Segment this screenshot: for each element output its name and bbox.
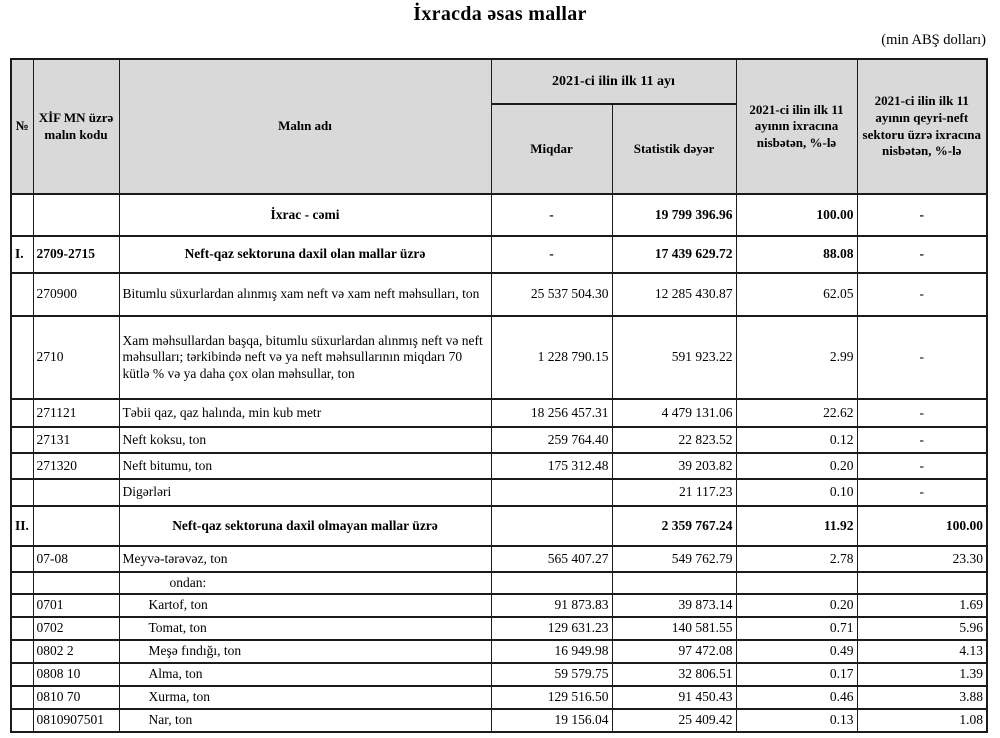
- cell-code: 271121: [33, 399, 119, 427]
- table-row: [11, 236, 987, 273]
- cell-qty: 59 579.75: [491, 663, 612, 686]
- cell-pct2: -: [857, 273, 987, 316]
- header-qty: Miqdar: [491, 104, 612, 194]
- cell-name: Bitumlu süxurlardan alınmış xam neft və xam neft məhsulları, ton: [119, 273, 491, 316]
- cell-code: 0810907501: [33, 709, 119, 732]
- cell-pct2: -: [857, 236, 987, 273]
- cell-pct1: 0.20: [736, 594, 857, 617]
- cell-qty: [491, 479, 612, 506]
- cell-code: [33, 194, 119, 236]
- cell-pct1: 0.10: [736, 479, 857, 506]
- cell-code: [33, 479, 119, 506]
- cell-pct2: 1.39: [857, 663, 987, 686]
- cell-value: 91 450.43: [612, 686, 736, 709]
- cell-no: [11, 316, 33, 399]
- cell-pct1: [736, 572, 857, 594]
- cell-pct2: -: [857, 194, 987, 236]
- cell-pct1: 0.20: [736, 453, 857, 479]
- cell-qty: [491, 506, 612, 546]
- cell-qty: 259 764.40: [491, 427, 612, 453]
- cell-code: 27131: [33, 427, 119, 453]
- cell-qty: 19 156.04: [491, 709, 612, 732]
- header-pct-nonoil: 2021-ci ilin ilk 11 ayının qeyri-neft sektoru üzrə ixracına nisbətən, %-lə: [857, 59, 987, 194]
- cell-pct1: 0.71: [736, 617, 857, 640]
- cell-qty: 565 407.27: [491, 546, 612, 572]
- header-name: Malın adı: [119, 59, 491, 194]
- cell-pct2: -: [857, 479, 987, 506]
- unit-note: (min ABŞ dolları): [881, 32, 986, 48]
- cell-value: 12 285 430.87: [612, 273, 736, 316]
- cell-code: 2710: [33, 316, 119, 399]
- cell-no: [11, 709, 33, 732]
- cell-value: [612, 572, 736, 594]
- cell-code: 0702: [33, 617, 119, 640]
- cell-pct2: -: [857, 453, 987, 479]
- cell-value: 32 806.51: [612, 663, 736, 686]
- table-row: [11, 617, 987, 640]
- cell-value: 591 923.22: [612, 316, 736, 399]
- cell-no: [11, 479, 33, 506]
- cell-pct2: 100.00: [857, 506, 987, 546]
- cell-code: 270900: [33, 273, 119, 316]
- cell-code: 0701: [33, 594, 119, 617]
- table-row: [11, 273, 987, 316]
- table-row: [11, 479, 987, 506]
- cell-no: [11, 640, 33, 663]
- table-row: [11, 427, 987, 453]
- cell-qty: 175 312.48: [491, 453, 612, 479]
- cell-value: 39 873.14: [612, 594, 736, 617]
- cell-no: [11, 663, 33, 686]
- table-row: [11, 572, 987, 594]
- header-pct-total: 2021-ci ilin ilk 11 ayının ixracına nisbətən, %-lə: [736, 59, 857, 194]
- cell-pct2: 1.69: [857, 594, 987, 617]
- cell-pct1: 100.00: [736, 194, 857, 236]
- cell-value: 39 203.82: [612, 453, 736, 479]
- cell-code: 0810 70: [33, 686, 119, 709]
- cell-name: Xam məhsullardan başqa, bitumlu süxurlardan alınmış neft və neft məhsulları; tərkibində neft və ya neft məhsullarının miqdarı 70 kütlə % və ya daha çox olan məhsullar, ton: [119, 316, 491, 399]
- cell-name: Neft-qaz sektoruna daxil olan mallar üzrə: [119, 236, 491, 273]
- cell-name: Digərləri: [119, 479, 491, 506]
- cell-pct2: -: [857, 427, 987, 453]
- cell-name: Təbii qaz, qaz halında, min kub metr: [119, 399, 491, 427]
- cell-qty: 16 949.98: [491, 640, 612, 663]
- cell-value: 549 762.79: [612, 546, 736, 572]
- header-period-group: 2021-ci ilin ilk 11 ayı: [491, 59, 736, 104]
- cell-code: [33, 506, 119, 546]
- cell-pct2: 3.88: [857, 686, 987, 709]
- cell-code: [33, 572, 119, 594]
- table-row: [11, 640, 987, 663]
- cell-pct2: -: [857, 399, 987, 427]
- cell-pct2: [857, 572, 987, 594]
- cell-no: [11, 427, 33, 453]
- cell-pct1: 2.99: [736, 316, 857, 399]
- cell-name: Xurma, ton: [119, 686, 491, 709]
- table-row: [11, 399, 987, 427]
- cell-pct1: 62.05: [736, 273, 857, 316]
- cell-no: [11, 546, 33, 572]
- cell-qty: 129 631.23: [491, 617, 612, 640]
- cell-no: [11, 273, 33, 316]
- cell-qty: 25 537 504.30: [491, 273, 612, 316]
- table-row: [11, 316, 987, 399]
- cell-pct2: -: [857, 316, 987, 399]
- table-row: [11, 709, 987, 732]
- cell-qty: 18 256 457.31: [491, 399, 612, 427]
- cell-name: Neft bitumu, ton: [119, 453, 491, 479]
- table-row: [11, 506, 987, 546]
- cell-value: 25 409.42: [612, 709, 736, 732]
- table-row: [11, 194, 987, 236]
- cell-value: 19 799 396.96: [612, 194, 736, 236]
- cell-value: 97 472.08: [612, 640, 736, 663]
- header-row-top: [11, 59, 987, 104]
- cell-qty: -: [491, 194, 612, 236]
- table-body: [11, 194, 987, 732]
- cell-name: Kartof, ton: [119, 594, 491, 617]
- cell-code: 0808 10: [33, 663, 119, 686]
- cell-pct1: 0.17: [736, 663, 857, 686]
- cell-no: [11, 617, 33, 640]
- table-row: [11, 546, 987, 572]
- cell-qty: 129 516.50: [491, 686, 612, 709]
- cell-name: Meşə fındığı, ton: [119, 640, 491, 663]
- cell-pct2: 23.30: [857, 546, 987, 572]
- cell-name: Alma, ton: [119, 663, 491, 686]
- cell-name: Neft koksu, ton: [119, 427, 491, 453]
- cell-no: [11, 594, 33, 617]
- cell-no: I.: [11, 236, 33, 273]
- cell-code: 2709-2715: [33, 236, 119, 273]
- cell-name: Tomat, ton: [119, 617, 491, 640]
- cell-code: 07-08: [33, 546, 119, 572]
- cell-qty: -: [491, 236, 612, 273]
- cell-name: ondan:: [119, 572, 491, 594]
- table-row: [11, 663, 987, 686]
- cell-value: 22 823.52: [612, 427, 736, 453]
- export-goods-table: [10, 58, 988, 733]
- cell-pct1: 0.12: [736, 427, 857, 453]
- table-header: [11, 59, 987, 194]
- cell-no: [11, 572, 33, 594]
- cell-pct1: 2.78: [736, 546, 857, 572]
- cell-name: Neft-qaz sektoruna daxil olmayan mallar üzrə: [119, 506, 491, 546]
- cell-value: 2 359 767.24: [612, 506, 736, 546]
- table-row: [11, 686, 987, 709]
- cell-no: [11, 453, 33, 479]
- cell-value: 21 117.23: [612, 479, 736, 506]
- cell-name: Nar, ton: [119, 709, 491, 732]
- cell-no: [11, 194, 33, 236]
- cell-pct1: 0.46: [736, 686, 857, 709]
- header-value: Statistik dəyər: [612, 104, 736, 194]
- cell-qty: 91 873.83: [491, 594, 612, 617]
- cell-qty: 1 228 790.15: [491, 316, 612, 399]
- cell-pct2: 1.08: [857, 709, 987, 732]
- cell-value: 17 439 629.72: [612, 236, 736, 273]
- cell-no: [11, 686, 33, 709]
- cell-no: [11, 399, 33, 427]
- cell-name: Meyvə-tərəvəz, ton: [119, 546, 491, 572]
- page-title: İxracda əsas mallar: [413, 3, 587, 25]
- cell-pct1: 11.92: [736, 506, 857, 546]
- cell-pct2: 4.13: [857, 640, 987, 663]
- cell-pct2: 5.96: [857, 617, 987, 640]
- cell-pct1: 0.49: [736, 640, 857, 663]
- cell-pct1: 88.08: [736, 236, 857, 273]
- cell-pct1: 22.62: [736, 399, 857, 427]
- header-no: №: [11, 59, 33, 194]
- cell-value: 140 581.55: [612, 617, 736, 640]
- header-code: XİF MN üzrə malın kodu: [33, 59, 119, 194]
- cell-pct1: 0.13: [736, 709, 857, 732]
- table-row: [11, 594, 987, 617]
- cell-code: 271320: [33, 453, 119, 479]
- cell-name: İxrac - cəmi: [119, 194, 491, 236]
- cell-code: 0802 2: [33, 640, 119, 663]
- table-row: [11, 453, 987, 479]
- cell-no: II.: [11, 506, 33, 546]
- cell-qty: [491, 572, 612, 594]
- cell-value: 4 479 131.06: [612, 399, 736, 427]
